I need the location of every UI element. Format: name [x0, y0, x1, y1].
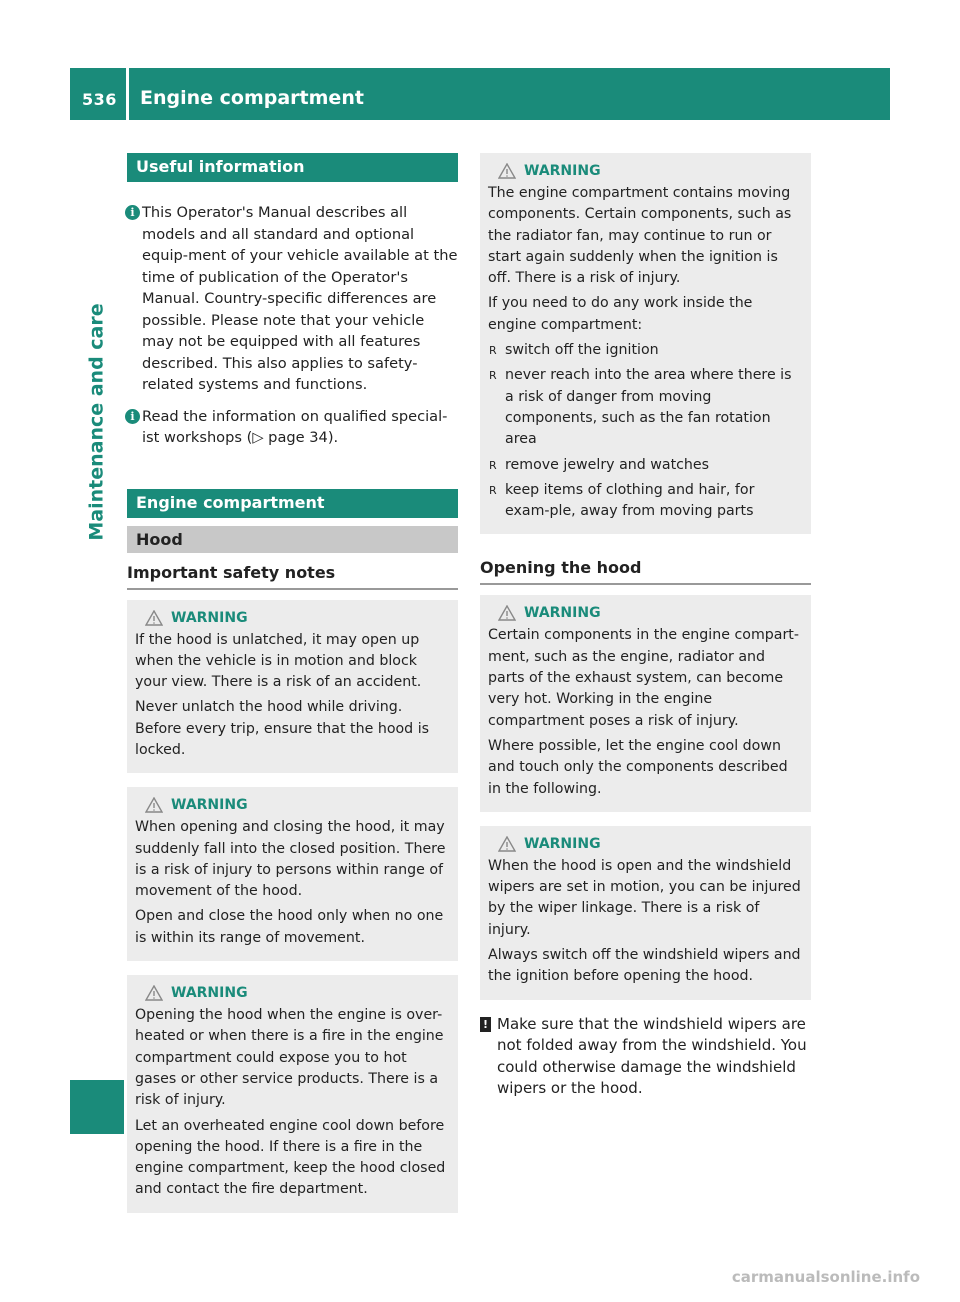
warning-text: If you need to do any work inside the engine compartment:	[488, 295, 753, 333]
warning-header	[488, 605, 803, 621]
warning-box	[480, 826, 811, 1000]
warning-text: When opening and closing the hood, it may suddenly fall into the closed position. There is a risk of injury to persons within range of movement of the hood.	[135, 819, 446, 900]
warning-triangle-icon	[145, 797, 163, 813]
page-number: 536	[82, 90, 117, 109]
warning-text: Open and close the hood only when no one is within its range of movement.	[135, 908, 444, 946]
warning-label: WARNING	[171, 609, 248, 626]
warning-text: Never unlatch the hood while driving. Before every trip, ensure that the hood is locked.	[135, 699, 430, 758]
page-header	[70, 68, 890, 120]
warning-label: WARNING	[524, 163, 601, 179]
warning-text: Where possible, let the engine cool down and touch only the components described in the following.	[488, 737, 788, 797]
info-text: Read the information on qualified special-ist workshops (▷ page 34).	[142, 407, 448, 446]
warning-header	[135, 797, 450, 813]
warning-triangle-icon	[498, 836, 516, 852]
useful-info-heading: Useful information	[127, 153, 458, 182]
warning-box	[480, 595, 811, 811]
warning-triangle-icon	[145, 985, 163, 1001]
hood-subheading: Hood	[127, 526, 458, 553]
warning-box	[127, 600, 458, 774]
info-text: This Operator's Manual describes all models and all standard and optional equip-ment of your vehicle available at the time of publication of the Operator's Manual. Country-specific differences are possible. Please note that your vehicle may not be equipped with all features described. This also applies to safety-related systems and functions.	[142, 204, 458, 393]
header-divider	[126, 68, 129, 120]
opening-hood-title: Opening the hood	[480, 548, 811, 585]
list-item: R remove jewelry and watches	[488, 455, 803, 476]
info-paragraph	[127, 202, 458, 396]
bullet-icon: R	[489, 458, 497, 472]
safety-notes-title: Important safety notes	[127, 553, 458, 590]
info-paragraph	[127, 406, 458, 449]
warning-header	[488, 836, 803, 852]
warning-triangle-icon	[498, 163, 516, 179]
warning-header	[135, 985, 450, 1001]
warning-triangle-icon	[145, 610, 163, 626]
caution-text: Make sure that the windshield wipers are not folded away from the windshield. You could otherwise damage the windshield wipers or the hood.	[497, 1014, 807, 1098]
exclamation-icon: !	[480, 1017, 491, 1032]
warning-label: WARNING	[524, 835, 601, 852]
warning-label: WARNING	[171, 797, 248, 814]
list-item: R keep items of clothing and hair, for exam-ple, away from moving parts	[489, 481, 755, 520]
list-item: R switch off the ignition	[488, 340, 803, 361]
info-icon: i	[125, 409, 140, 424]
warning-header	[488, 163, 803, 179]
bullet-icon: R	[489, 483, 497, 497]
side-tab-marker	[70, 1080, 124, 1134]
warning-bullet-list	[488, 340, 803, 522]
right-column	[480, 153, 811, 1100]
list-item: R never reach into the area where there is a risk of danger from moving components, such as the fan rotation area	[489, 367, 792, 448]
footer-watermark: carmanualsonline.info	[731, 1268, 920, 1286]
caution-note	[480, 1014, 811, 1100]
bullet-icon: R	[489, 369, 497, 383]
warning-box	[480, 153, 811, 534]
warning-box	[127, 787, 458, 961]
bullet-icon: R	[489, 344, 497, 358]
side-tab	[70, 142, 124, 702]
warning-text: Certain components in the engine compart-ment, such as the engine, radiator and parts of the exhaust system, can become very hot. Working in the engine compartment poses a risk of injury.	[488, 627, 799, 729]
warning-box	[127, 975, 458, 1213]
warning-triangle-icon	[498, 605, 516, 621]
left-column	[127, 153, 458, 1213]
warning-header	[135, 610, 450, 626]
warning-text: Always switch off the windshield wipers and the ignition before opening the hood.	[488, 947, 801, 985]
warning-label: WARNING	[524, 605, 601, 622]
warning-text: Opening the hood when the engine is over-heated or when there is a fire in the engine compartment could expose you to hot gases or other service products. There is a risk of injury.	[135, 1007, 444, 1109]
warning-text: If the hood is unlatched, it may open up when the vehicle is in motion and block your view. There is a risk of an accident.	[135, 631, 422, 691]
warning-text: When the hood is open and the windshield wipers are set in motion, you can be injured by the wiper linkage. There is a risk of injury.	[488, 857, 801, 938]
warning-text: The engine compartment contains moving components. Certain components, such as the radiator fan, may continue to run or start again suddenly when the ignition is off. There is a risk of injury.	[488, 185, 792, 287]
header-title: Engine compartment	[140, 87, 364, 109]
warning-text: Let an overheated engine cool down before opening the hood. If there is a fire in the engine compartment, keep the hood closed and contact the fire department.	[135, 1117, 446, 1198]
warning-label: WARNING	[171, 985, 248, 1002]
info-icon: i	[125, 205, 140, 220]
side-tab-label: Maintenance and care	[86, 303, 108, 541]
engine-compartment-heading: Engine compartment	[127, 489, 458, 518]
